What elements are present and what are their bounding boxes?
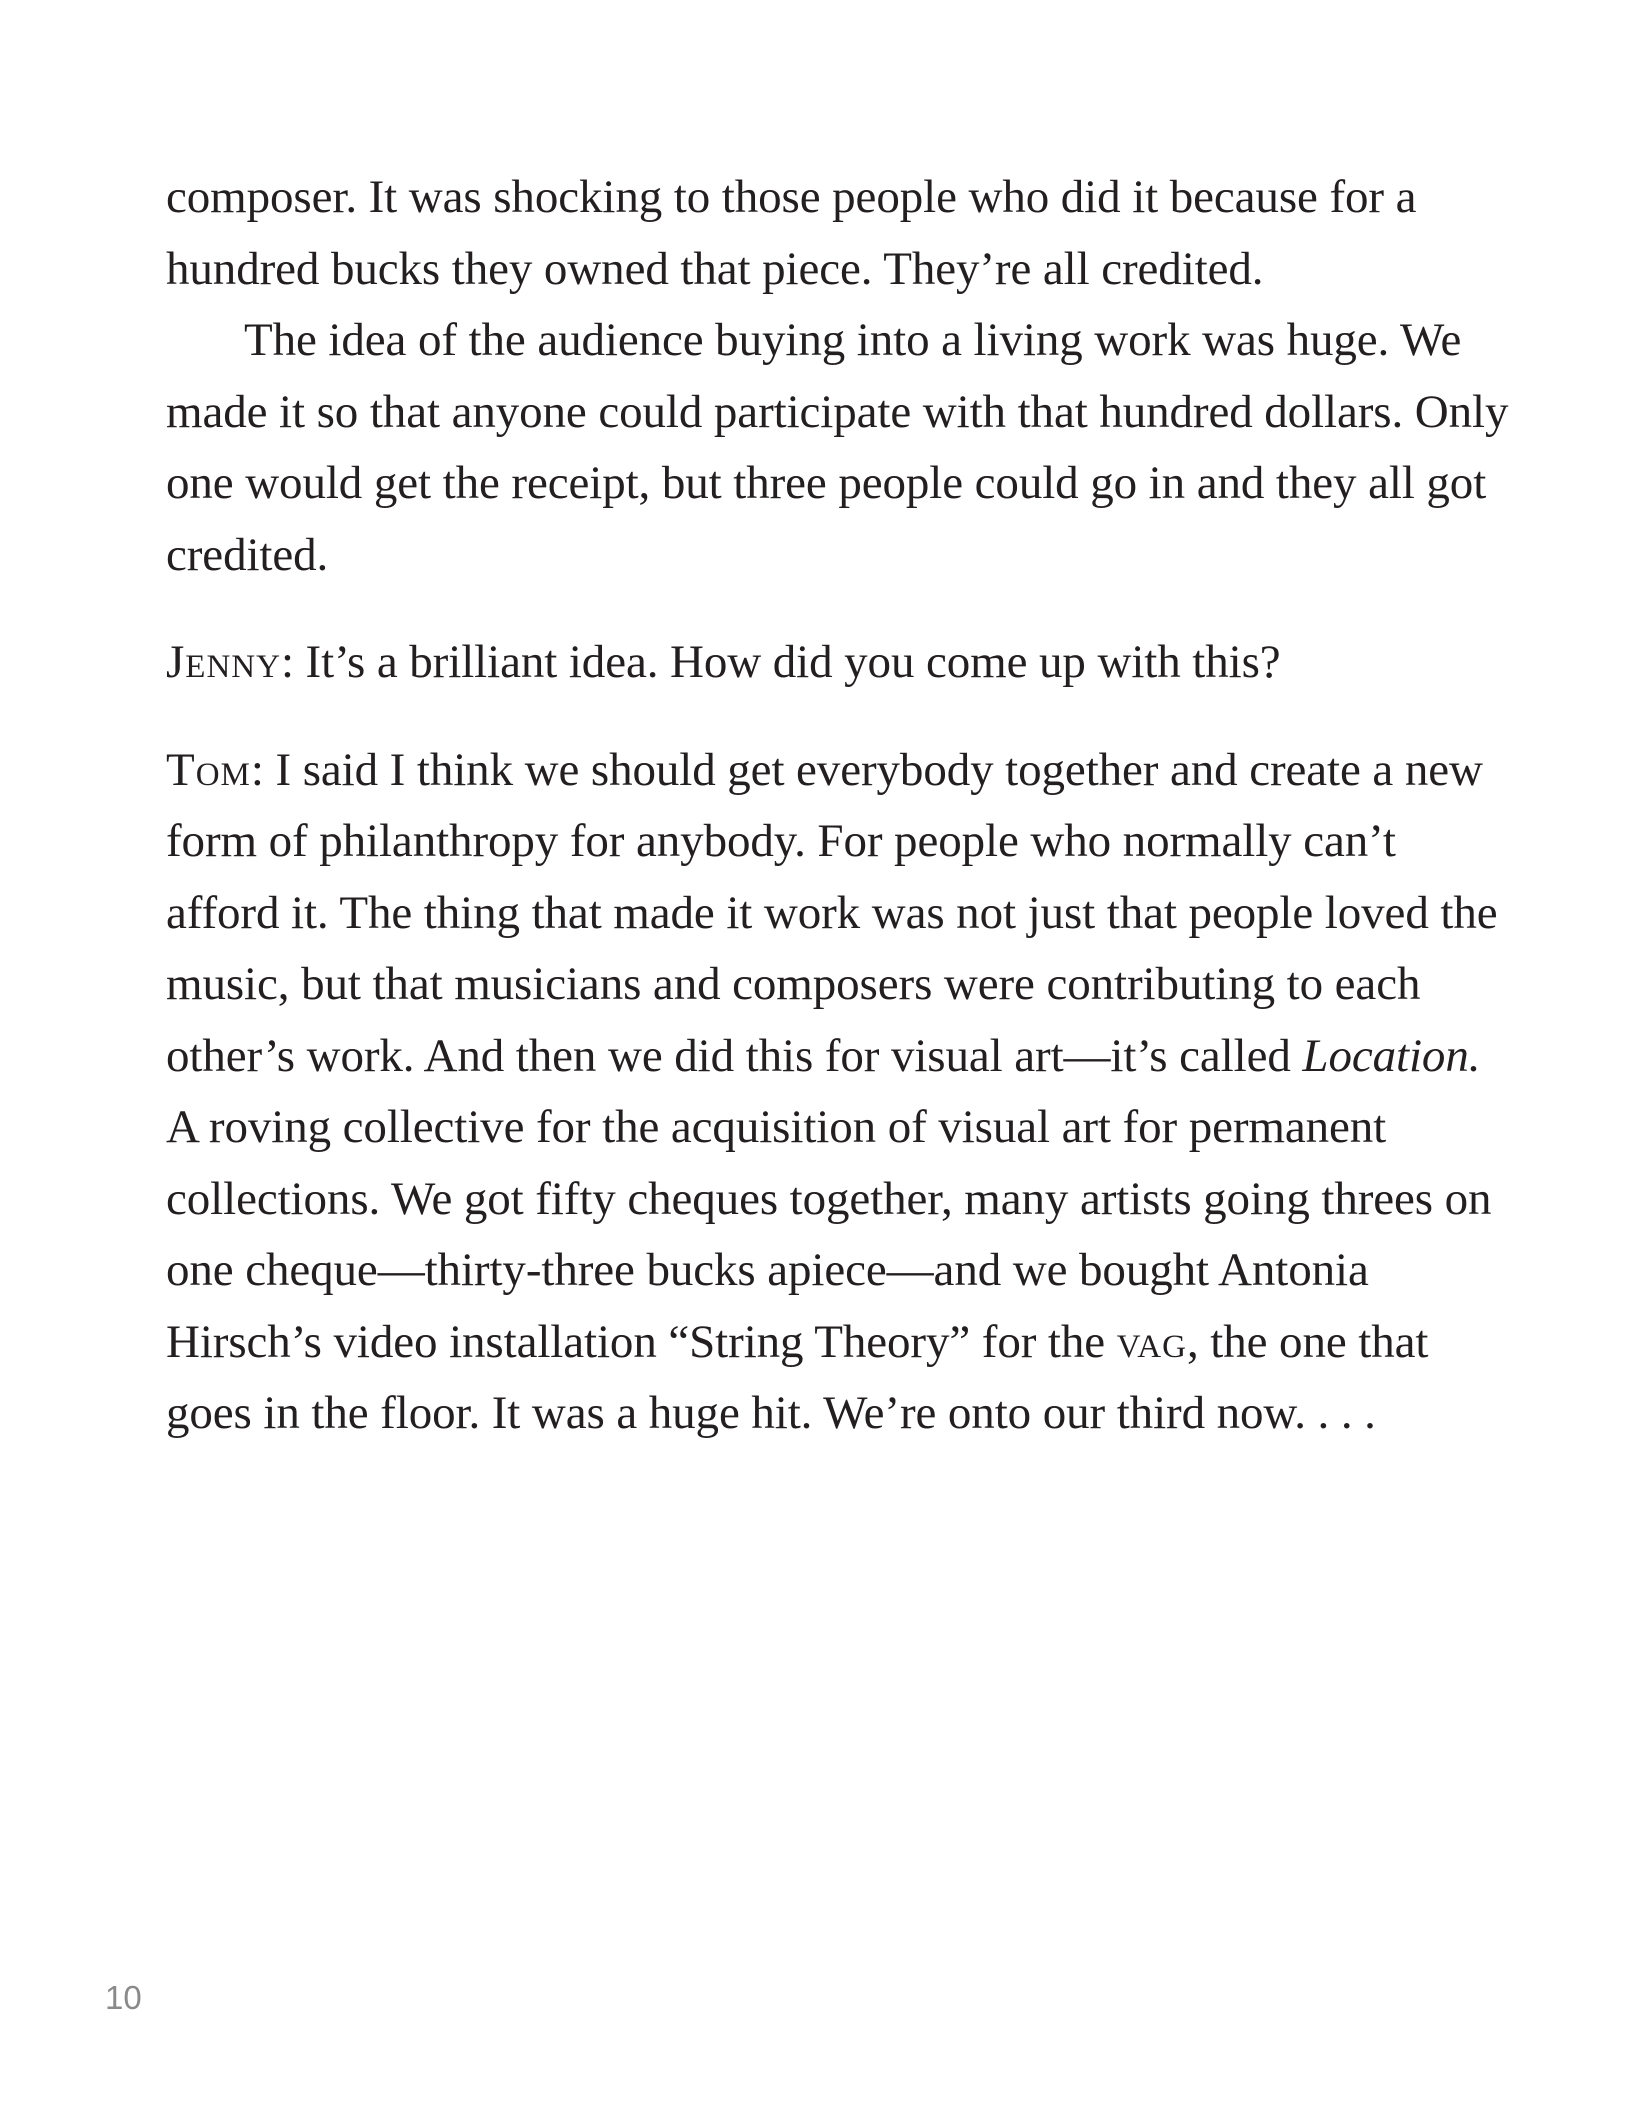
speech-text-tom-a: : I said I think we should get everybody together and create a new form of philanthropy for anybody. For people who normally can’t afford it. The thing that made it work was not just that people loved the music, but that musicians and composers were contributing to each other’s work. And then we did this for visual art—it’s called (166, 743, 1498, 1082)
speaker-name-jenny: Jenny (166, 636, 281, 688)
acronym-vag: vag (1116, 1315, 1187, 1368)
work-title-location: Location. (1302, 1029, 1481, 1082)
page-number: 10 (105, 1979, 142, 2016)
speech-jenny (166, 627, 1511, 699)
speech-tom (166, 735, 1511, 1450)
paragraph-continuation: composer. It was shocking to those people who did it because for a hundred bucks they owned that piece. They’re all credited. (166, 171, 1417, 295)
body-text (166, 162, 1511, 1450)
speech-text-tom-c: , the one that goes in the floor. It was a huge hit. We’re onto our third now. . . . (166, 1315, 1429, 1439)
speech-text-jenny: : It’s a brilliant idea. How did you come up with this? (280, 636, 1281, 688)
paragraph-audience: The idea of the audience buying into a living work was huge. We made it so that anyone could participate with that hundred dollars. Only one would get the receipt, but three people could go in and they all got credited. (166, 314, 1509, 581)
speaker-name-tom: Tom (166, 743, 251, 796)
speech-text-tom-b: A roving collective for the acquisition of visual art for permanent collections. We got fifty cheques together, many artists going threes on one cheque—thirty-three bucks apiece—and we bought Antonia Hirsch’s video installation “String Theory” for the (166, 1101, 1492, 1368)
